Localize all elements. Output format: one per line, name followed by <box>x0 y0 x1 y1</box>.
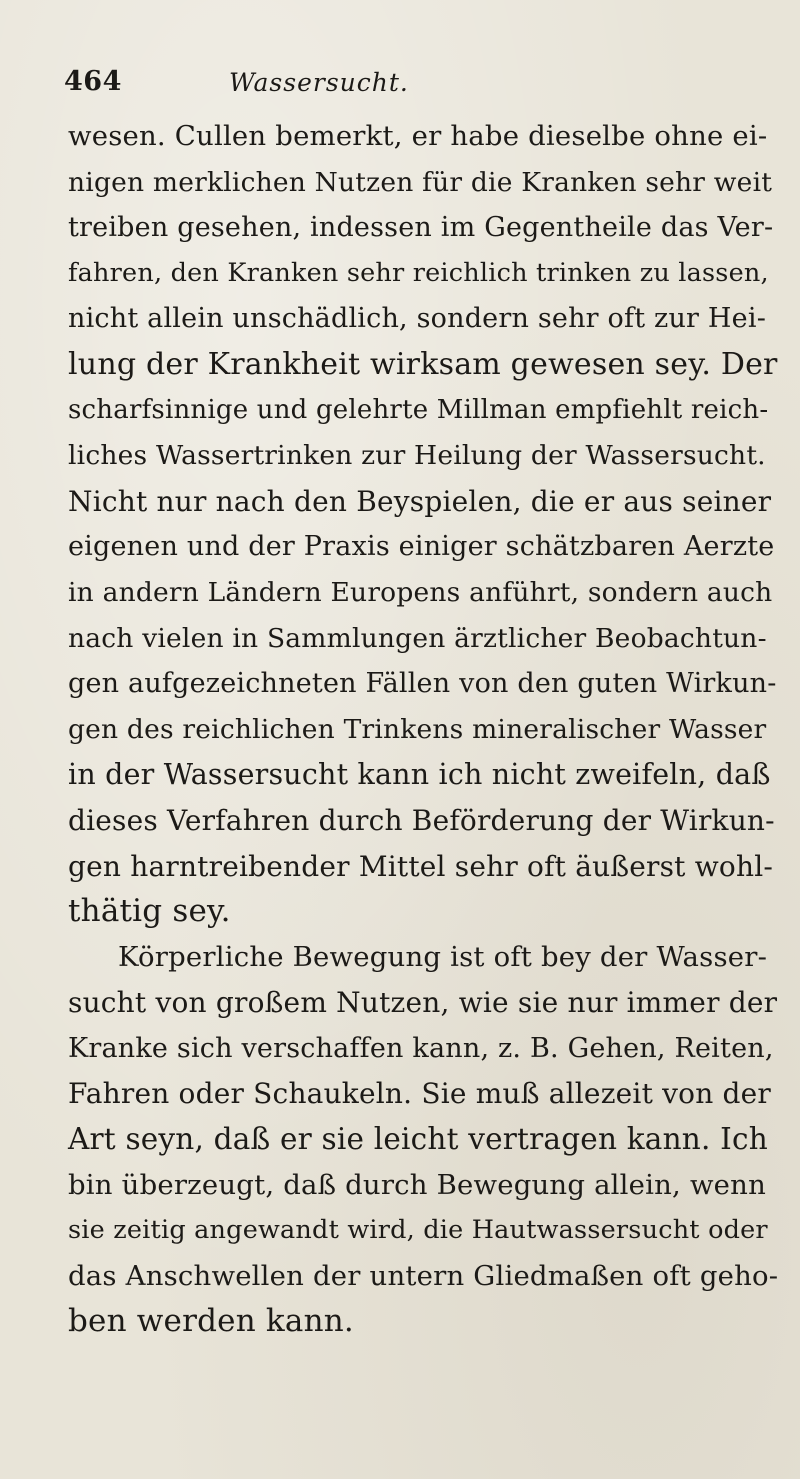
text-line: treiben gesehen, indessen im Gegentheile das Ver- <box>68 212 774 244</box>
text-line: sucht von großem Nutzen, wie sie nur immer der <box>68 986 778 1020</box>
text-line: gen des reichlichen Trinkens mineralischer Wasser <box>68 713 767 745</box>
text-line: gen aufgezeichneten Fällen von den guten Wirkun- <box>68 668 777 700</box>
body-text <box>68 114 778 1345</box>
text-line: in der Wassersucht kann ich nicht zweifeln, daß <box>68 758 771 792</box>
text-line: fahren, den Kranken sehr reichlich trinken zu lassen, <box>68 257 769 288</box>
text-line: ben werden kann. <box>68 1303 354 1340</box>
text-line: Nicht nur nach den Beyspielen, die er aus seiner <box>68 484 772 518</box>
text-line: lung der Krankheit wirksam gewesen sey. Der <box>68 346 778 382</box>
text-line: in andern Ländern Europens anführt, sondern auch <box>68 576 773 608</box>
page-number: 464 <box>64 66 122 97</box>
text-line: bin überzeugt, daß durch Bewegung allein, wenn <box>68 1168 766 1201</box>
text-line: das Anschwellen der untern Gliedmaßen oft geho- <box>68 1259 779 1292</box>
text-line: nicht allein unschädlich, sondern sehr oft zur Hei- <box>68 303 767 335</box>
text-line: sie zeitig angewandt wird, die Hautwassersucht oder <box>68 1215 768 1246</box>
text-line: scharfsinnige und gelehrte Millman empfiehlt reich- <box>68 394 769 425</box>
text-line: gen harntreibender Mittel sehr oft äußerst wohl- <box>68 849 774 883</box>
text-line: eigenen und der Praxis einiger schätzbaren Aerzte <box>68 531 775 563</box>
text-line: nigen merklichen Nutzen für die Kranken sehr weit <box>68 166 773 198</box>
text-line: wesen. Cullen bemerkt, er habe dieselbe ohne ei- <box>68 120 768 152</box>
text-line: Fahren oder Schaukeln. Sie muß allezeit von der <box>68 1077 772 1111</box>
page-header <box>64 66 754 106</box>
running-head: Wassersucht. <box>229 68 409 97</box>
text-line: liches Wassertrinken zur Heilung der Wassersucht. <box>68 440 766 472</box>
text-line: Art seyn, daß er sie leicht vertragen kann. Ich <box>68 1122 768 1157</box>
paragraph-start-line: Körperliche Bewegung ist oft bey der Wasser- <box>118 940 768 973</box>
text-line: nach vielen in Sammlungen ärztlicher Beobachtun- <box>68 622 767 654</box>
text-line: dieses Verfahren durch Beförderung der Wirkun- <box>68 803 775 837</box>
text-line: thätig sey. <box>68 893 231 930</box>
text-line: Kranke sich verschaffen kann, z. B. Gehen, Reiten, <box>68 1032 774 1064</box>
